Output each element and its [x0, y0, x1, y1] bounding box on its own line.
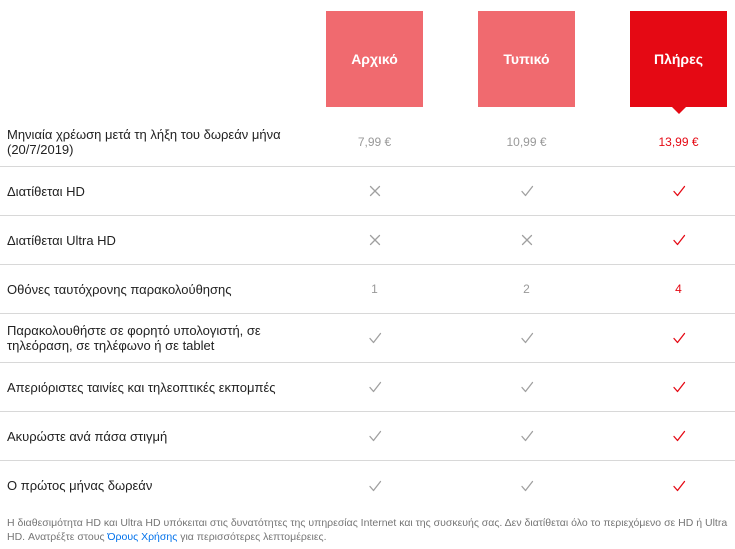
row-label: Ακυρώστε ανά πάσα στιγμή	[7, 428, 168, 444]
check-icon	[478, 363, 575, 411]
table-row-free-month	[0, 461, 735, 510]
check-icon	[630, 412, 727, 460]
cell-value: 13,99 €	[658, 134, 699, 149]
row-label: Απεριόριστες ταινίες και τηλεοπτικές εκπομπές	[7, 379, 276, 395]
cell-value: 10,99 €	[506, 134, 547, 149]
check-icon	[478, 412, 575, 460]
footnote-text-end: για περισσότερες λεπτομέρειες.	[177, 531, 327, 543]
check-icon	[630, 461, 727, 510]
row-label: Μηνιαία χρέωση μετά τη λήξη του δωρεάν μήνα (20/7/2019)	[7, 126, 281, 157]
row-label: Διατίθεται Ultra HD	[7, 232, 116, 248]
table-row-devices	[0, 314, 735, 363]
terms-of-use-link[interactable]: Όρους Χρήσης	[107, 531, 178, 543]
plan-name: Πλήρες	[653, 51, 704, 67]
row-label: Διατίθεται HD	[7, 183, 85, 199]
plan-name: Τυπικό	[503, 51, 550, 67]
check-icon	[630, 216, 727, 264]
row-label: Ο πρώτος μήνας δωρεάν	[7, 478, 153, 493]
footnote	[7, 516, 731, 544]
table-row-unlimited	[0, 363, 735, 412]
cell-value: 4	[675, 282, 682, 296]
footnote-text: Η διαθεσιμότητα HD και Ultra HD υπόκειται στις δυνατότητες της υπηρεσίας Internet και της συσκευής σας. Δεν διατίθεται όλο το περιεχόμενο σε HD ή Ultra HD. Ανατρέξτε στους	[7, 517, 728, 543]
table-row-hd	[0, 167, 735, 216]
row-label: Οθόνες ταυτόχρονης παρακολούθησης	[7, 281, 232, 297]
x-icon	[326, 216, 423, 264]
check-icon	[478, 461, 575, 510]
cell-value: 1	[371, 282, 378, 296]
check-icon	[326, 412, 423, 460]
check-icon	[478, 314, 575, 362]
selected-pointer	[672, 107, 686, 114]
check-icon	[630, 363, 727, 411]
table-row-ultra-hd	[0, 216, 735, 265]
x-icon	[478, 216, 575, 264]
row-label: Παρακολουθήστε σε φορητό υπολογιστή, σε τηλεόραση, σε τηλέφωνο ή σε tablet	[7, 323, 261, 353]
check-icon	[478, 167, 575, 215]
plan-card-basic[interactable]	[326, 11, 423, 107]
cell-value: 7,99 €	[357, 134, 392, 149]
x-icon	[326, 167, 423, 215]
check-icon	[326, 363, 423, 411]
check-icon	[326, 314, 423, 362]
cell-value: 2	[523, 282, 530, 296]
plan-name: Αρχικό	[351, 51, 398, 67]
plan-comparison-table	[0, 117, 735, 510]
check-icon	[630, 314, 727, 362]
check-icon	[326, 461, 423, 510]
table-row-cancel	[0, 412, 735, 461]
plan-card-premium[interactable]	[630, 11, 727, 107]
plan-card-standard[interactable]	[478, 11, 575, 107]
check-icon	[630, 167, 727, 215]
table-row-screens	[0, 265, 735, 314]
table-row-price	[0, 117, 735, 167]
